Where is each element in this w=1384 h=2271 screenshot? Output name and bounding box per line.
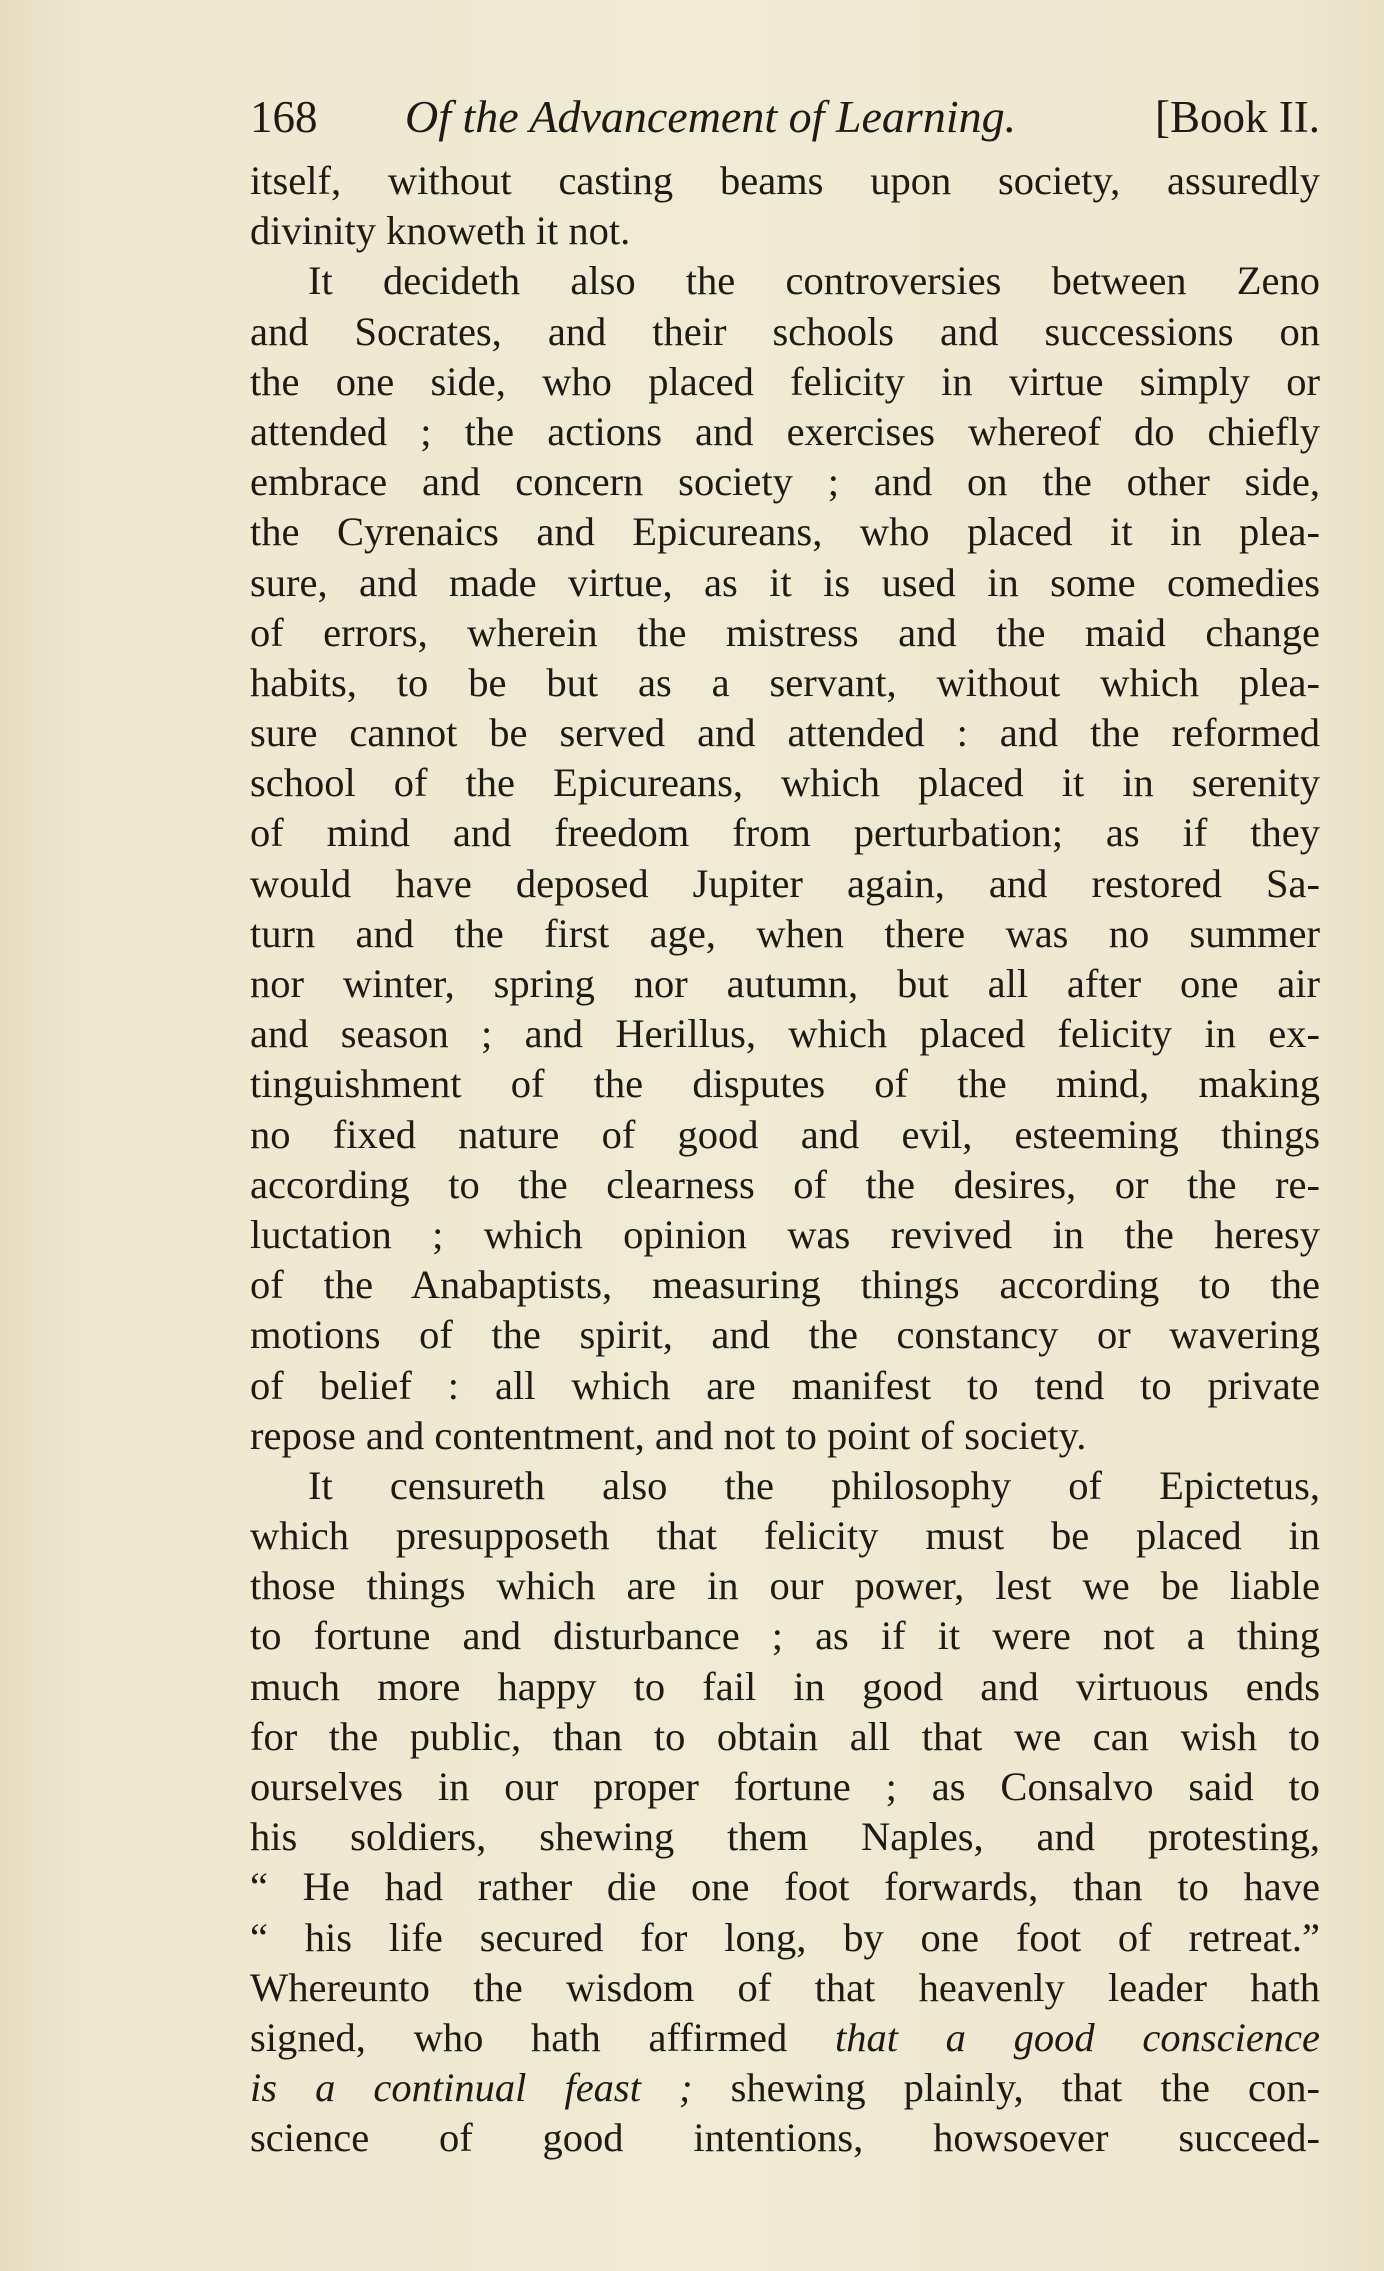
page-number: 168: [250, 92, 318, 142]
text-line: the one side, who placed felicity in virtue simply or: [250, 358, 1320, 404]
text-line: those things which are in our power, lest we be liable: [250, 1563, 1320, 1609]
body-text: [250, 156, 1320, 2164]
text-line: luctation ; which opinion was revived in the heresy: [250, 1211, 1320, 1257]
text-line: itself, without casting beams upon society, assuredly: [250, 158, 1320, 203]
text-line: of belief : all which are manifest to tend to private: [250, 1362, 1320, 1408]
text-line: [250, 2063, 1320, 2113]
text-line: repose and contentment, and not to point of society.: [250, 1412, 1087, 1458]
book-reference: [Book II.: [1155, 92, 1320, 142]
text-line: school of the Epicureans, which placed it in serenity: [250, 760, 1320, 806]
text-line: sure, and made virtue, as it is used in some comedies: [250, 559, 1320, 605]
text-line: It censureth also the philosophy of Epictetus,: [308, 1462, 1320, 1508]
italic-segment: that a good conscience: [834, 2014, 1321, 2060]
text-line: divinity knoweth it not.: [250, 208, 631, 254]
text-line: nor winter, spring nor autumn, but all after one air: [250, 961, 1320, 1006]
text-line: science of good intentions, howsoever succeed-: [250, 2115, 1320, 2161]
text-line: tinguishment of the disputes of the mind, making: [250, 1061, 1320, 1107]
text-line: would have deposed Jupiter again, and restored Sa-: [250, 860, 1320, 906]
text-line: for the public, than to obtain all that we can wish to: [250, 1713, 1320, 1759]
text-line: [250, 2013, 1320, 2063]
text-line: sure cannot be served and attended : and the reformed: [250, 710, 1320, 756]
text-segment: signed, who hath affirmed: [250, 2014, 788, 2060]
text-line: of the Anabaptists, measuring things according to the: [250, 1262, 1320, 1308]
text-line: the Cyrenaics and Epicureans, who placed it in plea-: [250, 509, 1320, 555]
text-line: ourselves in our proper fortune ; as Consalvo said to: [250, 1764, 1320, 1809]
text-line: and season ; and Herillus, which placed felicity in ex-: [250, 1011, 1320, 1057]
text-line: attended ; the actions and exercises whereof do chiefly: [250, 408, 1320, 454]
text-line: motions of the spirit, and the constancy or wavering: [250, 1312, 1320, 1358]
text-line: of errors, wherein the mistress and the maid change: [250, 609, 1320, 655]
text-line: and Socrates, and their schools and successions on: [250, 308, 1320, 354]
text-line: turn and the first age, when there was no summer: [250, 910, 1320, 956]
text-line: according to the clearness of the desires, or the re-: [250, 1161, 1320, 1207]
running-title: Of the Advancement of Learning.: [405, 91, 1017, 142]
text-line: of mind and freedom from perturbation; as if they: [250, 810, 1320, 856]
text-segment: shewing plainly, that the con-: [730, 2065, 1321, 2111]
text-line: much more happy to fail in good and virtuous ends: [250, 1663, 1320, 1709]
italic-segment: is a continual feast ;: [250, 2065, 693, 2111]
text-line: “ He had rather die one foot forwards, than to have: [250, 1864, 1320, 1910]
text-line: It decideth also the controversies between Zeno: [308, 258, 1320, 304]
text-line: his soldiers, shewing them Naples, and protesting,: [250, 1814, 1320, 1860]
text-line: to fortune and disturbance ; as if it were not a thing: [250, 1613, 1320, 1659]
text-line: embrace and concern society ; and on the other side,: [250, 459, 1320, 505]
text-line: “ his life secured for long, by one foot of retreat.”: [250, 1914, 1320, 1960]
page-header: [250, 82, 1320, 152]
text-line: no fixed nature of good and evil, esteeming things: [250, 1111, 1320, 1157]
text-line: habits, to be but as a servant, without which plea-: [250, 659, 1320, 705]
text-line: which presupposeth that felicity must be placed in: [250, 1513, 1320, 1559]
text-line: Whereunto the wisdom of that heavenly leader hath: [250, 1964, 1320, 2010]
